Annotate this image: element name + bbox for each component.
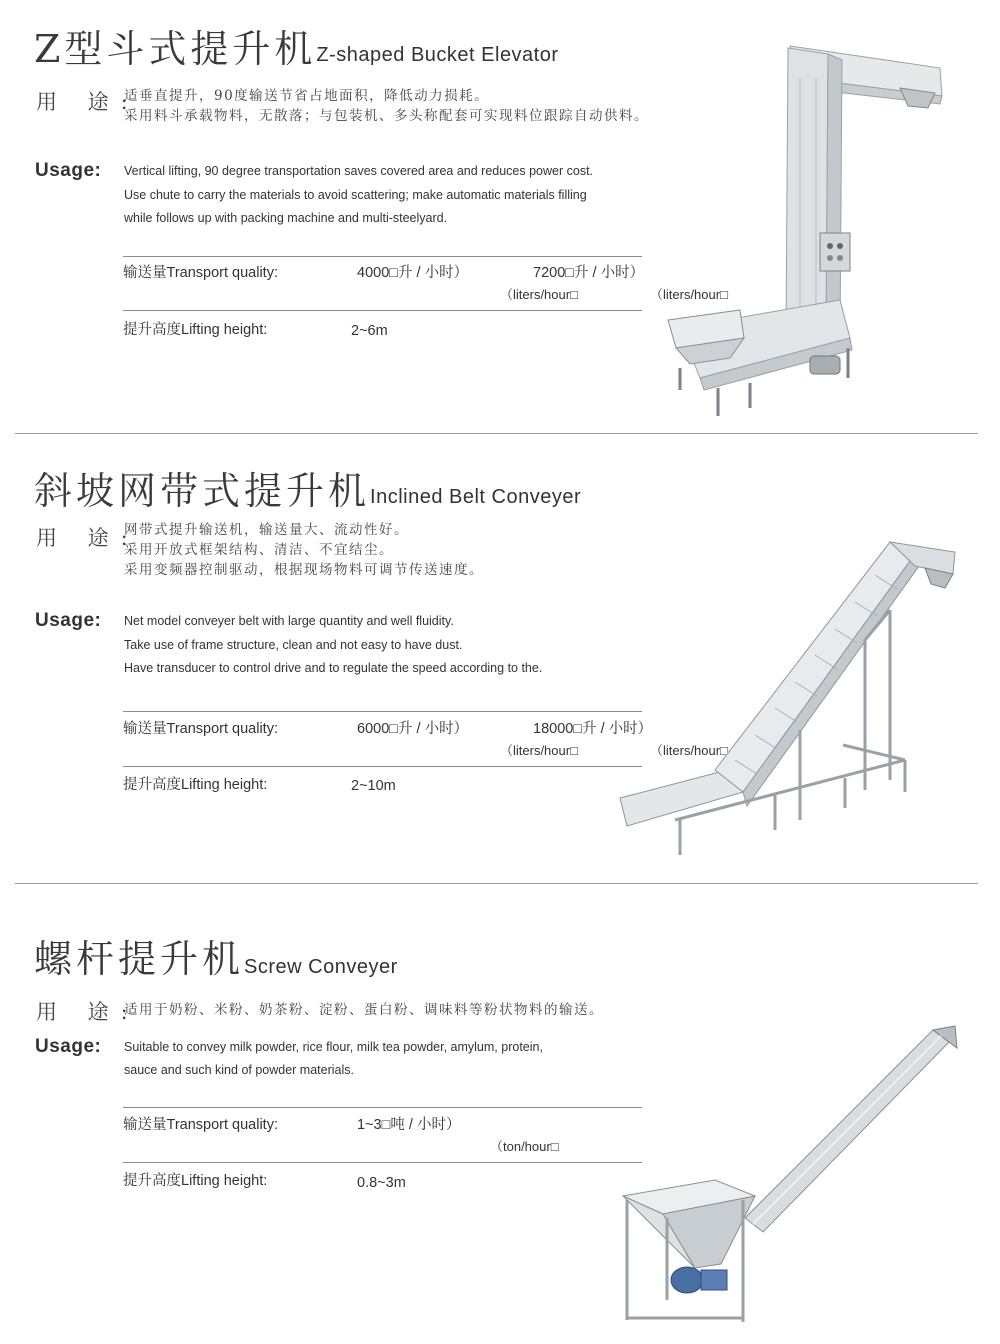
title-en: Inclined Belt Conveyer (370, 486, 582, 508)
usage-line: Have transducer to control drive and to regulate the speed according to the. (124, 661, 543, 675)
use-line: 采用料斗承载物料，无散落；与包装机、多头称配套可实现料位跟踪自动供料。 (124, 108, 649, 124)
usage-label: Usage: (35, 160, 102, 181)
lifting-value: 0.8~3m (357, 1175, 406, 1191)
title-en: Screw Conveyer (244, 956, 398, 978)
use-line: 采用变频器控制驱动，根据现场物料可调节传送速度。 (124, 562, 484, 578)
section-title (34, 928, 398, 983)
transport-label: 输送量Transport quality: (123, 721, 278, 737)
section-title (34, 18, 559, 73)
title-cn: 螺杆提升机 (34, 937, 245, 981)
usage-label: Usage: (35, 1036, 102, 1057)
use-line: 采用开放式框架结构、清洁、不宜结尘。 (124, 542, 394, 558)
divider-rule (123, 711, 642, 712)
use-line: 适垂直提升，90度输送节省占地面积，降低动力损耗。 (124, 88, 490, 104)
divider-rule (123, 1107, 642, 1108)
use-label: 用 途: (36, 90, 140, 114)
lifting-label: 提升高度Lifting height: (123, 322, 268, 338)
lifting-label: 提升高度Lifting height: (123, 1173, 268, 1189)
transport-label: 输送量Transport quality: (123, 265, 278, 281)
transport-unit: （liters/hour□ (500, 743, 578, 758)
title-cn: 斜坡网带式提升机 (34, 469, 371, 513)
divider-rule (123, 310, 642, 311)
usage-line: sauce and such kind of powder materials. (124, 1063, 354, 1077)
transport-value: 18000□升 / 小时） (533, 721, 653, 737)
usage-line: Suitable to convey milk powder, rice flour, milk tea powder, amylum, protein, (124, 1040, 543, 1054)
transport-value: 6000□升 / 小时） (357, 721, 469, 737)
use-line: 适用于奶粉、米粉、奶茶粉、淀粉、蛋白粉、调味料等粉状物料的输送。 (124, 1002, 604, 1018)
screw-conveyer-illustration (615, 1018, 960, 1330)
divider-rule (123, 1162, 642, 1163)
transport-value: 1~3□吨 / 小时） (357, 1117, 461, 1133)
transport-unit: （liters/hour□ (650, 287, 728, 302)
title-en: Z-shaped Bucket Elevator (316, 44, 559, 66)
lifting-label: 提升高度Lifting height: (123, 777, 268, 793)
transport-value: 4000□升 / 小时） (357, 265, 469, 281)
transport-unit: （liters/hour□ (500, 287, 578, 302)
usage-line: while follows up with packing machine and multi-steelyard. (124, 211, 448, 225)
usage-line: Vertical lifting, 90 degree transportation saves covered area and reduces power cost. (124, 164, 594, 178)
inclined-belt-conveyer-illustration (615, 530, 960, 865)
transport-unit: （liters/hour□ (650, 743, 728, 758)
use-line: 网带式提升输送机，输送量大、流动性好。 (124, 522, 409, 538)
transport-label: 输送量Transport quality: (123, 1117, 278, 1133)
divider-rule (123, 766, 642, 767)
section-title (34, 460, 581, 515)
transport-unit: （ton/hour□ (490, 1139, 559, 1154)
title-cn: Z型斗式提升机 (34, 27, 317, 71)
lifting-value: 2~10m (351, 778, 396, 794)
usage-label: Usage: (35, 610, 102, 631)
z-bucket-elevator-illustration (660, 38, 955, 423)
lifting-value: 2~6m (351, 323, 388, 339)
transport-value: 7200□升 / 小时） (533, 265, 645, 281)
use-label: 用 途: (36, 1000, 140, 1024)
usage-line: Take use of frame structure, clean and not easy to have dust. (124, 638, 463, 652)
use-label: 用 途: (36, 526, 140, 550)
divider-rule (123, 256, 642, 257)
usage-line: Net model conveyer belt with large quantity and well fluidity. (124, 614, 454, 628)
usage-line: Use chute to carry the materials to avoid scattering; make automatic materials filling (124, 188, 587, 202)
section-separator (15, 433, 978, 434)
section-separator (15, 883, 978, 884)
